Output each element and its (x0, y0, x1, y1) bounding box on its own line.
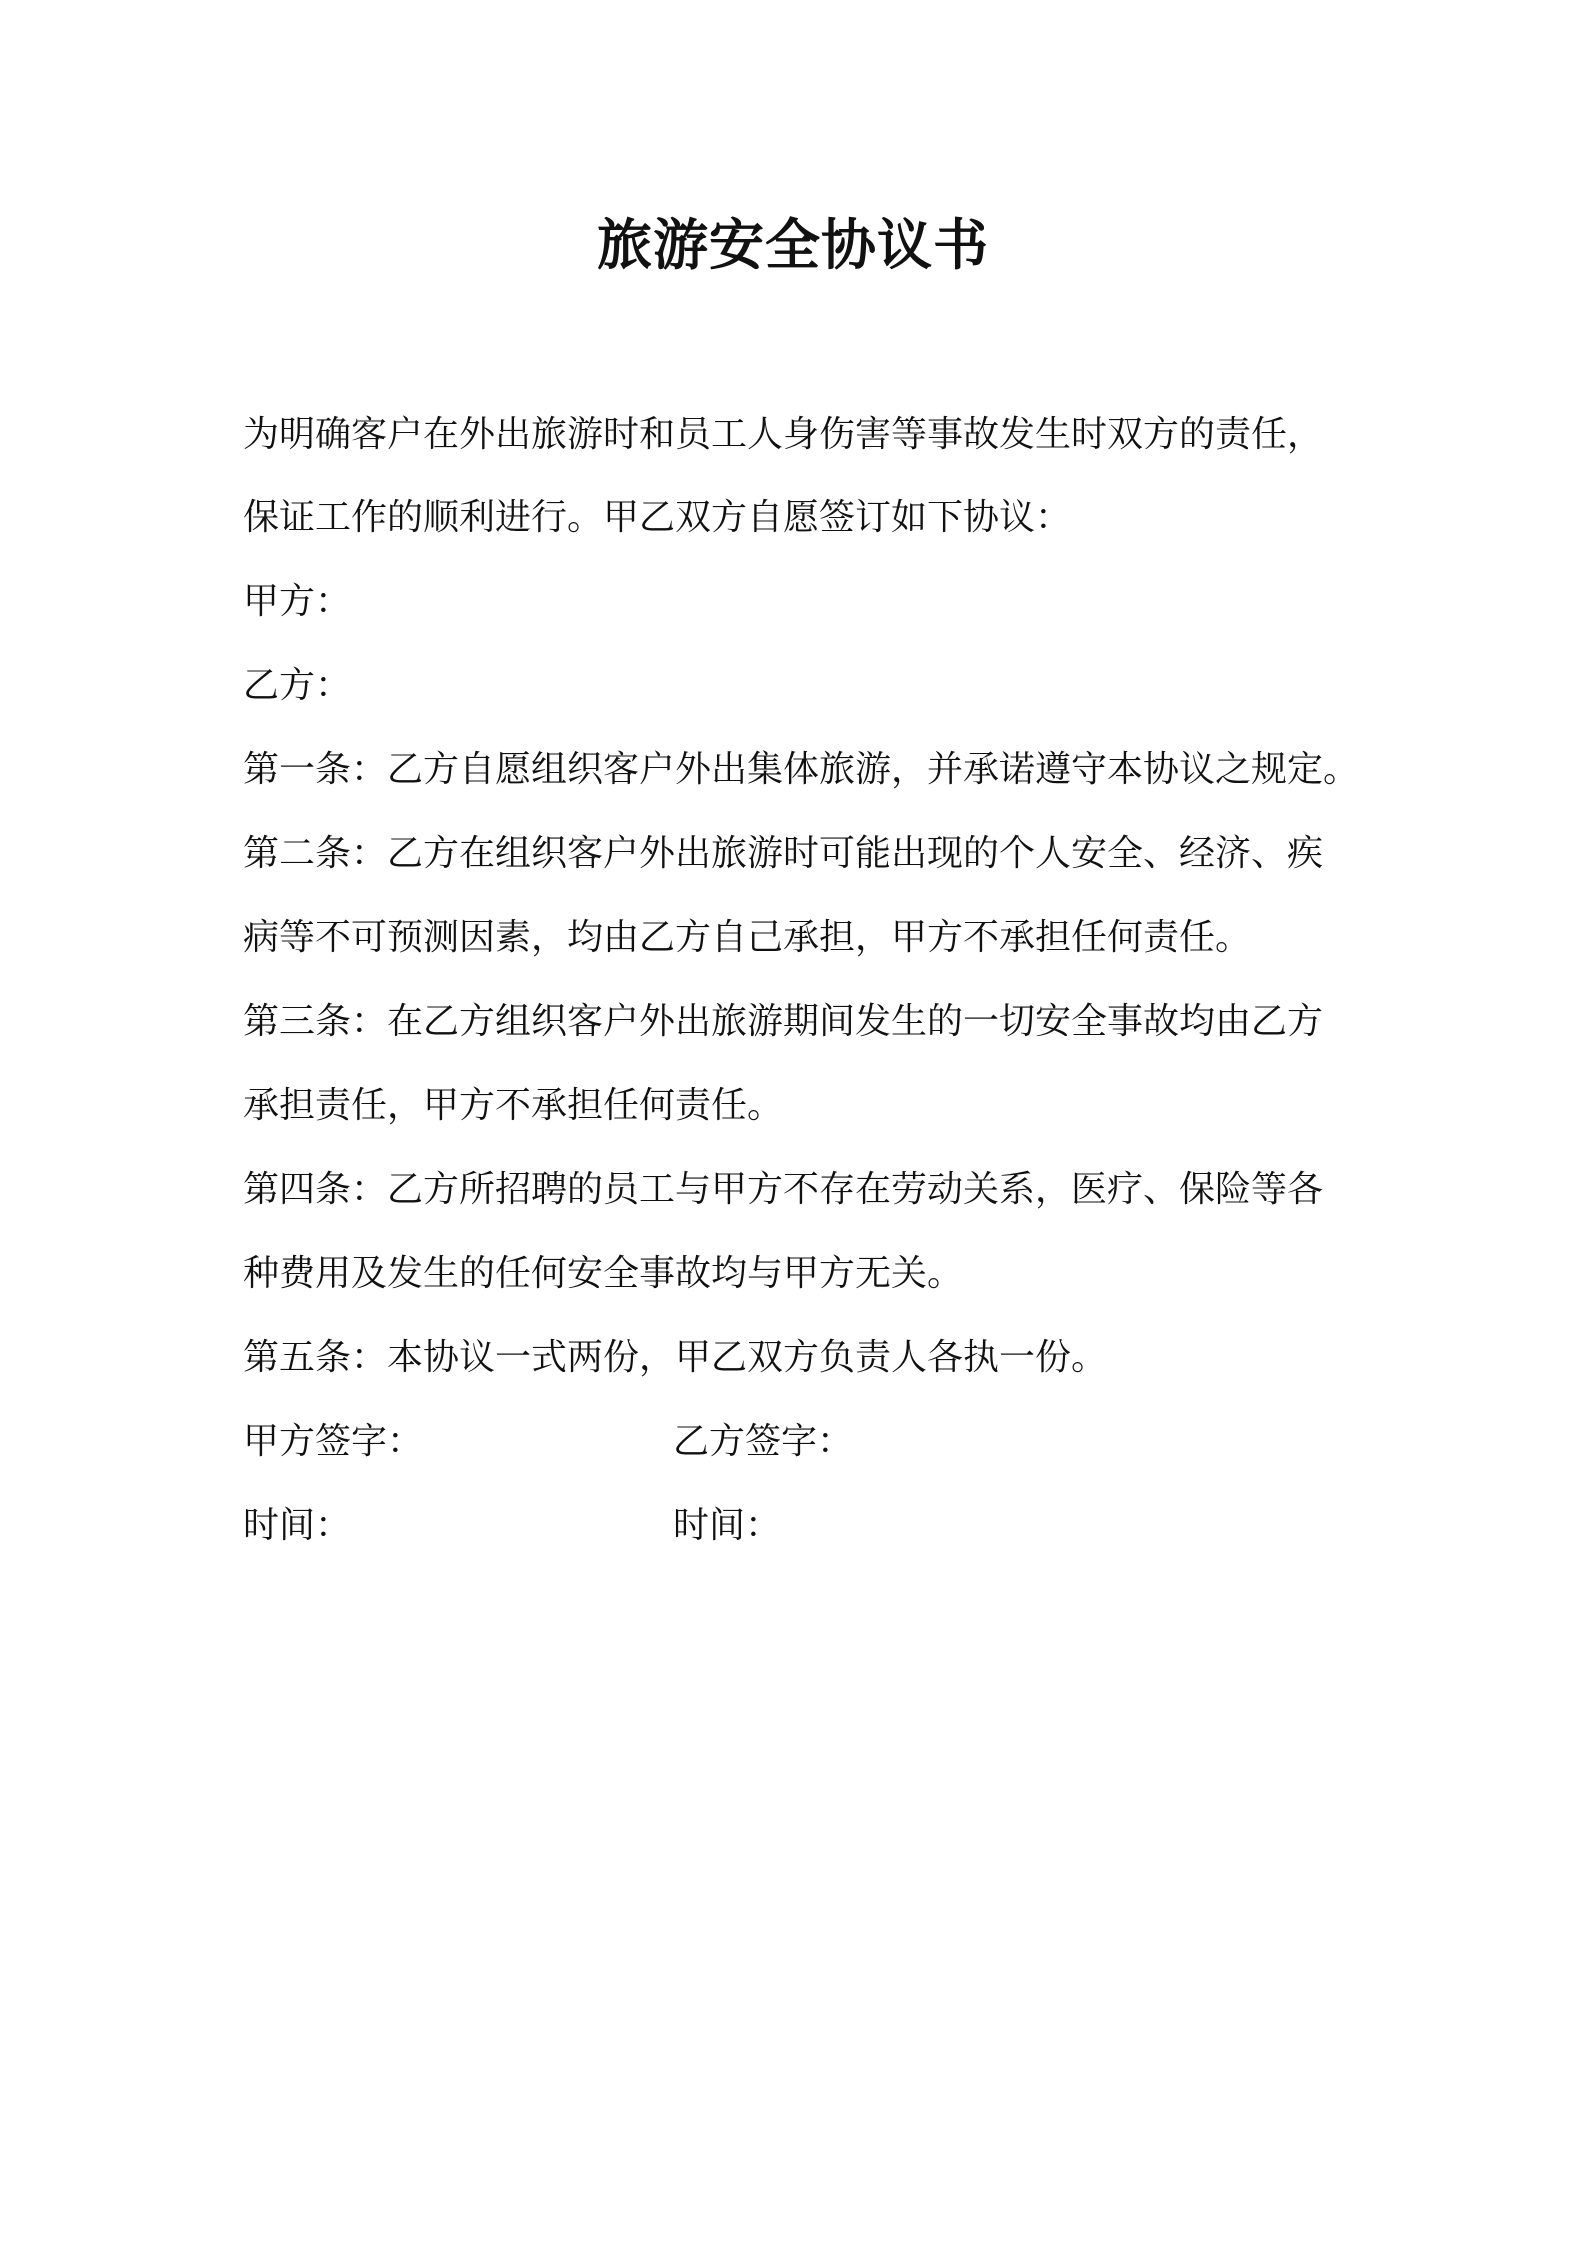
article-line-6: 第四条：乙方所招聘的员工与甲方不存在劳动关系，医疗、保险等各 (243, 1169, 1324, 1210)
article-line-2: 第二条：乙方在组织客户外出旅游时可能出现的个人安全、经济、疾 (243, 833, 1324, 874)
party-b-signature-label: 乙方签字： (673, 1421, 854, 1462)
party-a-signature-label: 甲方签字： (243, 1421, 424, 1462)
intro-line-1: 为明确客户在外出旅游时和员工人身伤害等事故发生时双方的责任， (243, 414, 1324, 455)
party-a-date-label: 时间： (243, 1505, 352, 1546)
party-b-label: 乙方： (243, 665, 352, 706)
article-line-3: 病等不可预测因素，均由乙方自己承担，甲方不承担任何责任。 (243, 917, 1252, 958)
article-line-7: 种费用及发生的任何安全事故均与甲方无关。 (243, 1253, 964, 1294)
article-line-4: 第三条：在乙方组织客户外出旅游期间发生的一切安全事故均由乙方 (243, 1001, 1324, 1042)
article-line-1: 第一条：乙方自愿组织客户外出集体旅游，并承诺遵守本协议之规定。 (243, 749, 1360, 790)
party-b-date-label: 时间： (673, 1505, 782, 1546)
article-line-5: 承担责任，甲方不承担任何责任。 (243, 1085, 784, 1126)
document-title: 旅游安全协议书 (596, 213, 989, 277)
intro-line-2: 保证工作的顺利进行。甲乙双方自愿签订如下协议： (243, 497, 1072, 538)
party-a-label: 甲方： (243, 581, 352, 622)
article-line-8: 第五条：本协议一式两份，甲乙双方负责人各执一份。 (243, 1337, 1108, 1378)
